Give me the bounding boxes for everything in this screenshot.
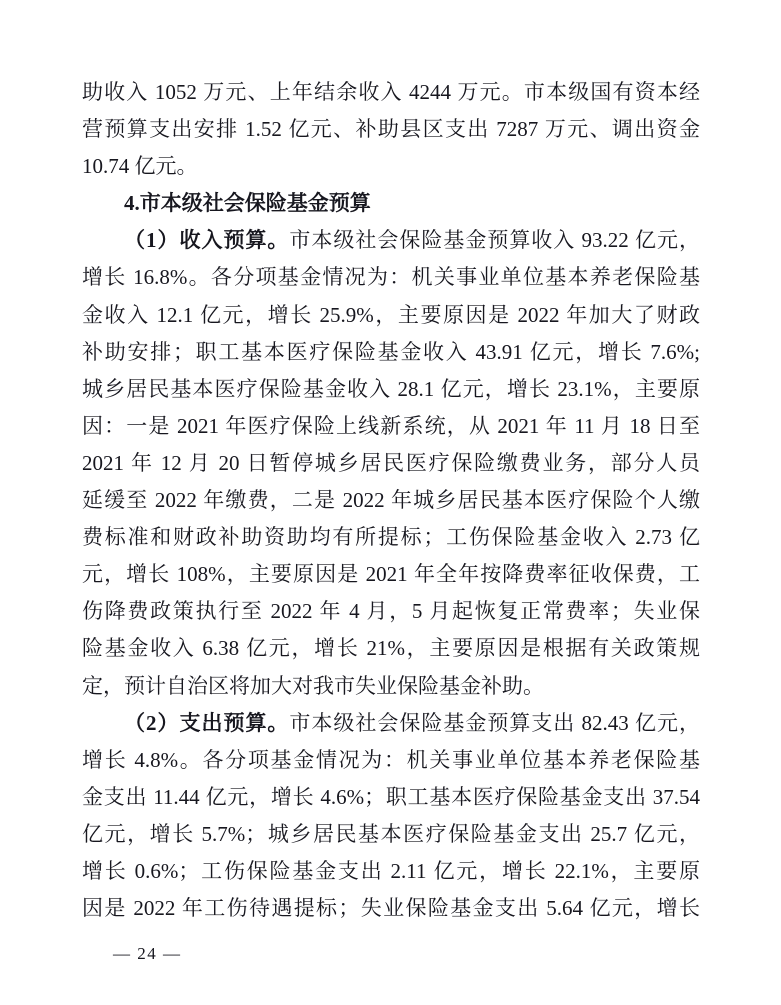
paragraph-line <box>82 445 700 482</box>
text-segment: 因是 2022 年工伤待遇提标；失业保险基金支出 5.64 亿元，增长 <box>82 896 700 921</box>
paragraph-line <box>82 408 700 445</box>
paragraph-line <box>82 222 700 259</box>
paragraph-line <box>82 853 700 890</box>
text-segment: 费标准和财政补助资助均有所提标；工伤保险基金收入 2.73 亿 <box>82 525 700 550</box>
paragraph-line <box>82 705 700 742</box>
bold-text-segment: （2）支出预算。 <box>124 710 290 735</box>
paragraph-line <box>82 74 700 111</box>
text-segment: 2021 年 12 月 20 日暂停城乡居民医疗保险缴费业务，部分人员 <box>82 450 700 475</box>
text-segment: 伤降费政策执行至 2022 年 4 月，5 月起恢复正常费率；失业保 <box>82 599 700 624</box>
text-segment: 补助安排；职工基本医疗保险基金收入 43.91 亿元，增长 7.6%; <box>82 339 700 364</box>
paragraph-line <box>82 816 700 853</box>
paragraph-line <box>82 259 700 296</box>
paragraph-line <box>82 334 700 371</box>
paragraph-line <box>82 519 700 556</box>
paragraph-line <box>82 593 700 630</box>
paragraph-line <box>82 371 700 408</box>
text-segment: 亿元，增长 5.7%；城乡居民基本医疗保险基金支出 25.7 亿元， <box>82 821 700 846</box>
paragraph-line <box>82 779 700 816</box>
bold-text-segment: 4.市本级社会保险基金预算 <box>124 191 371 216</box>
text-segment: 元，增长 108%，主要原因是 2021 年全年按降费率征收保费，工 <box>82 562 700 587</box>
paragraph-line <box>82 482 700 519</box>
paragraph-line <box>82 111 700 148</box>
paragraph-line <box>82 668 700 705</box>
text-segment: 市本级社会保险基金预算支出 82.43 亿元， <box>289 710 700 735</box>
section-heading <box>82 185 700 222</box>
paragraph-line <box>82 890 700 927</box>
text-segment: 金收入 12.1 亿元，增长 25.9%，主要原因是 2022 年加大了财政 <box>82 302 700 327</box>
paragraph-line <box>82 148 700 185</box>
text-segment: 助收入 1052 万元、上年结余收入 4244 万元。市本级国有资本经 <box>82 80 700 104</box>
text-segment: 金支出 11.44 亿元，增长 4.6%；职工基本医疗保险基金支出 37.54 <box>82 784 700 809</box>
text-segment: 增长 4.8%。各分项基金情况为：机关事业单位基本养老保险基 <box>82 747 700 772</box>
page-number: — 24 — <box>113 944 182 963</box>
text-segment: 增长 0.6%；工伤保险基金支出 2.11 亿元，增长 22.1%，主要原 <box>82 858 700 883</box>
body-text <box>82 74 700 927</box>
paragraph-line <box>82 297 700 334</box>
text-segment: 延缓至 2022 年缴费，二是 2022 年城乡居民基本医疗保险个人缴 <box>82 488 700 513</box>
text-segment: 增长 16.8%。各分项基金情况为：机关事业单位基本养老保险基 <box>82 265 700 290</box>
text-segment: 市本级社会保险基金预算收入 93.22 亿元， <box>289 228 700 253</box>
paragraph-line <box>82 630 700 667</box>
bold-text-segment: （1）收入预算。 <box>124 228 290 253</box>
paragraph-line <box>82 556 700 593</box>
text-segment: 营预算支出安排 1.52 亿元、补助县区支出 7287 万元、调出资金 <box>82 117 700 142</box>
text-segment: 10.74 亿元。 <box>82 154 198 179</box>
text-segment: 定，预计自治区将加大对我市失业保险基金补助。 <box>82 673 544 698</box>
text-segment: 因：一是 2021 年医疗保险上线新系统，从 2021 年 11 月 18 日至 <box>82 413 700 438</box>
text-segment: 险基金收入 6.38 亿元，增长 21%，主要原因是根据有关政策规 <box>82 636 700 661</box>
paragraph-line <box>82 742 700 779</box>
text-segment: 城乡居民基本医疗保险基金收入 28.1 亿元，增长 23.1%，主要原 <box>82 376 700 401</box>
